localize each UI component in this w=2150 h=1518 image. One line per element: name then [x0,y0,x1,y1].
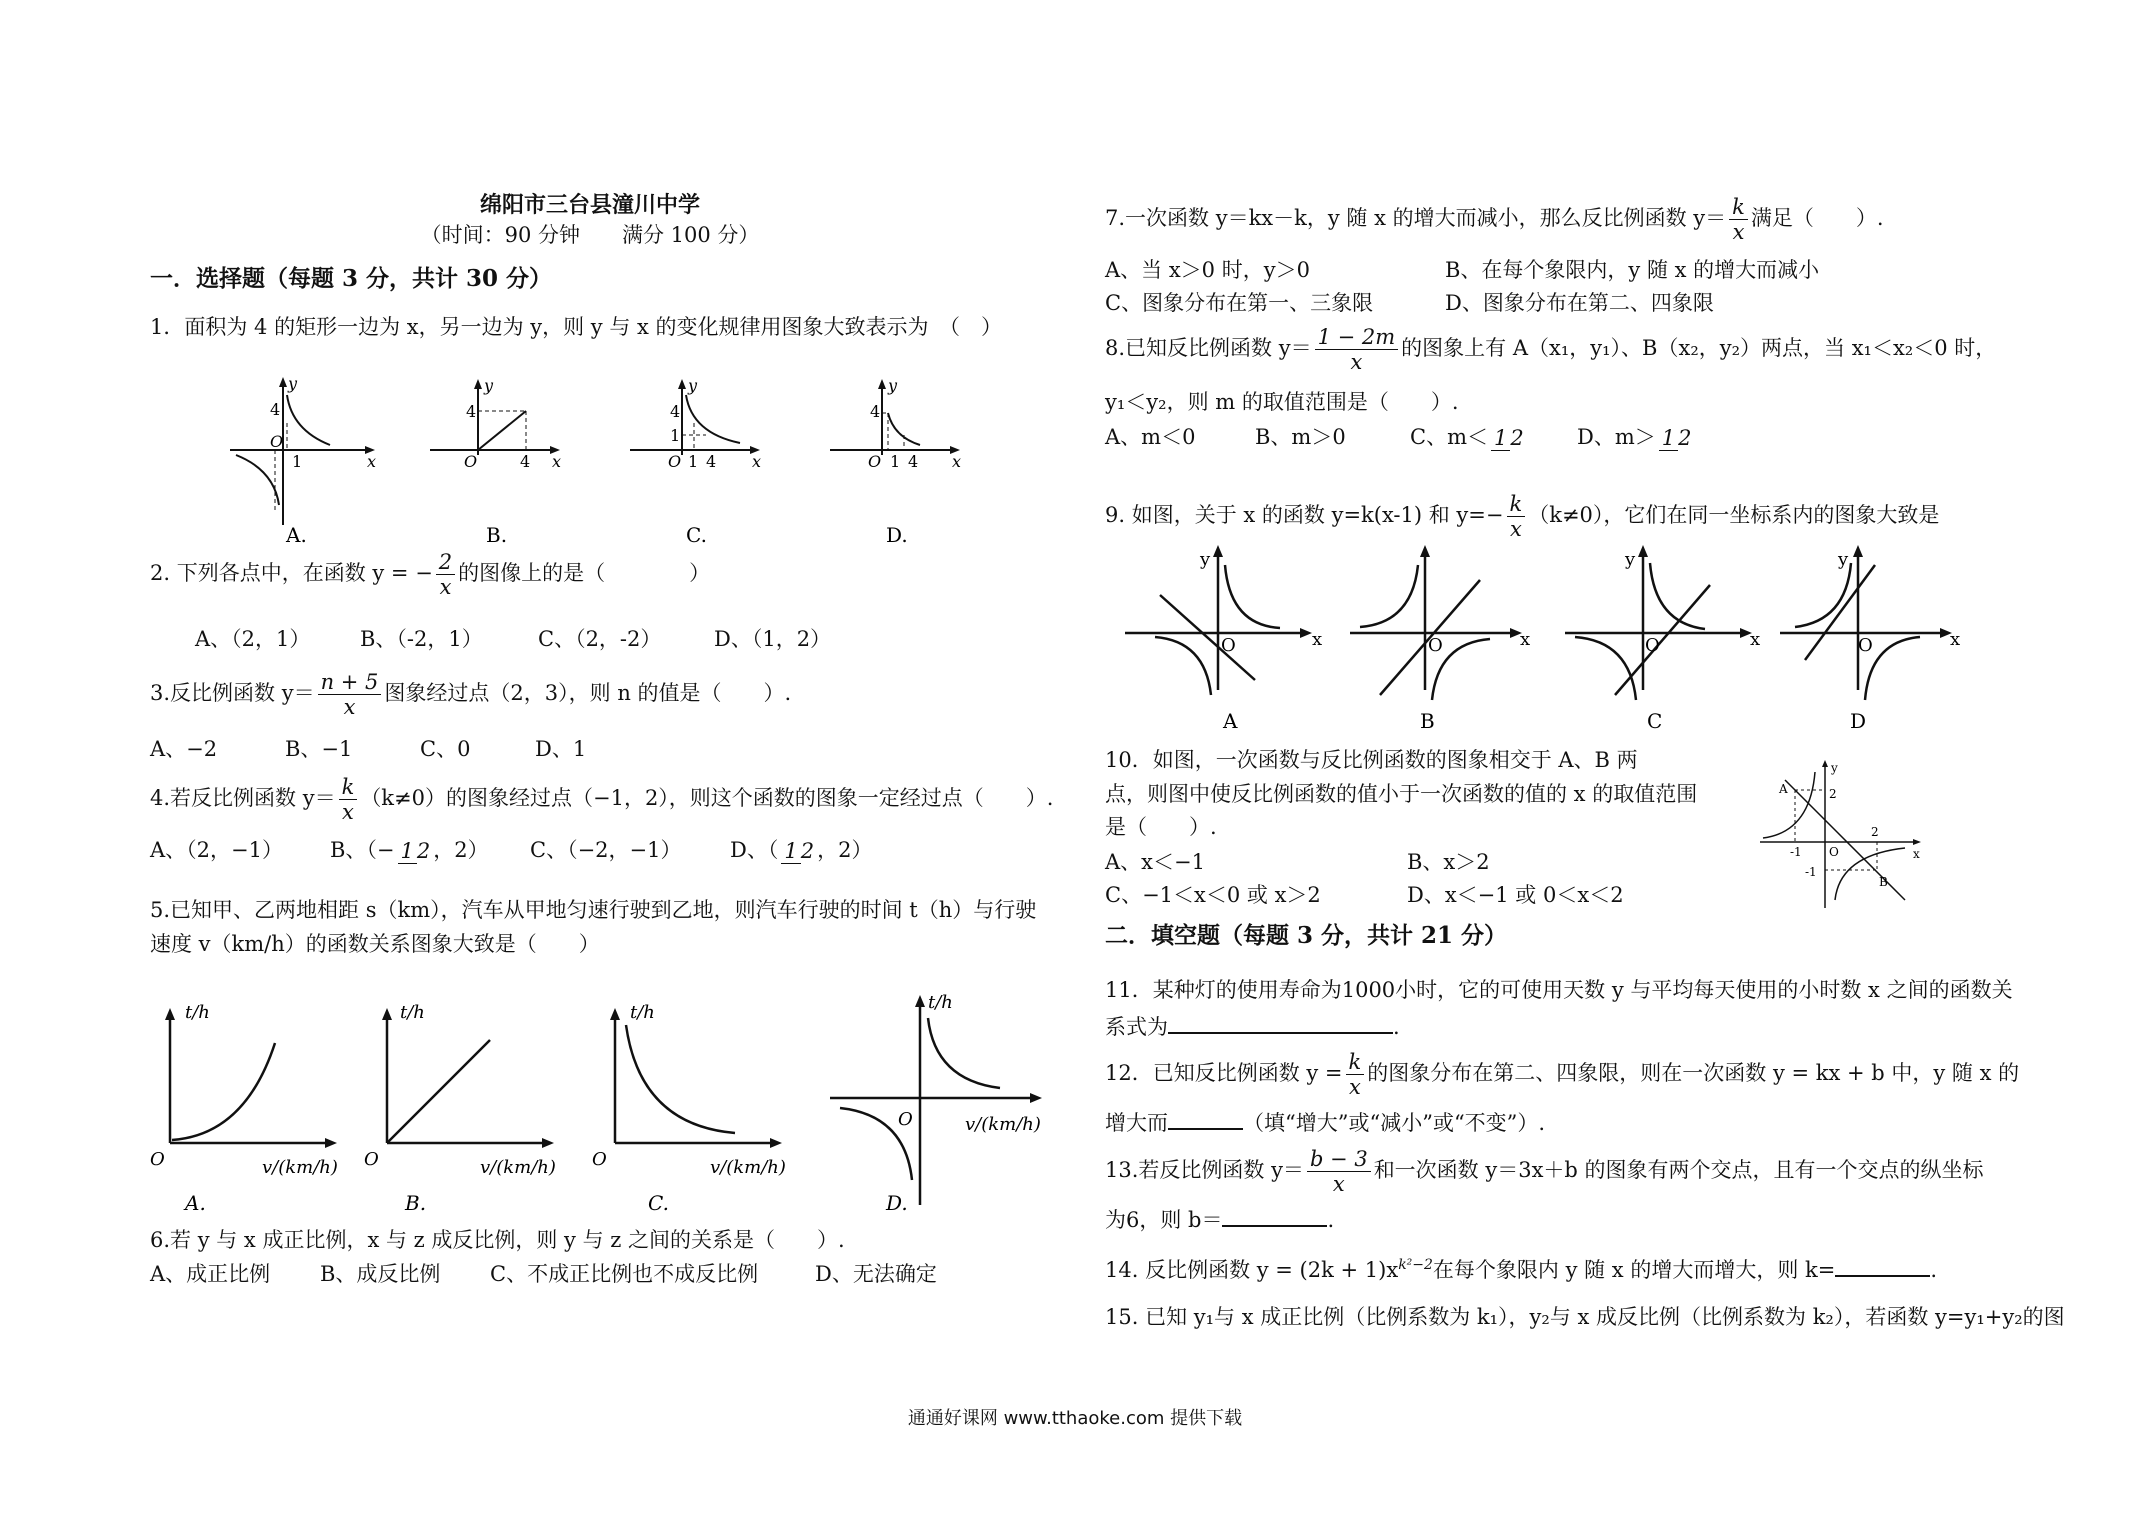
svg-text:C: C [1647,709,1663,733]
q8-option-b[interactable]: B、m＞0 [1255,425,1346,449]
q3-option-a[interactable]: A、−2 [150,737,218,761]
svg-text:O: O [668,452,682,471]
svg-text:4: 4 [270,400,281,419]
q14-answer-blank[interactable] [1835,1255,1930,1277]
q8-line2: y₁＜y₂，则 m 的取值范围是（ ）. [1105,390,1459,414]
school-title: 绵阳市三台县潼川中学 [479,192,700,218]
svg-text:x: x [1312,629,1323,650]
svg-text:O: O [464,452,478,471]
svg-text:v/(km/h): v/(km/h) [965,1114,1041,1135]
svg-text:O: O [1428,635,1443,656]
q4-option-c[interactable]: C、（−2，−1） [530,838,682,862]
q5-graph-a [150,1002,338,1215]
svg-text:x: x [1750,629,1761,650]
section2-title: 二．填空题（每题 3 分，共计 21 分） [1105,922,1508,949]
q7-text: 7.一次函数 y＝kx－k，y 随 x 的增大而减小，那么反比例函数 y＝ $\frac{k}{x}$ 满足（ ）. [1105,195,1884,245]
q8-text: 8.已知反比例函数 y＝ $\frac{1 - 2m}{x}$ 的图象上有 A（x₁，y₁）、B（x₂，y₂）两点，当 x₁＜x₂＜0 时， [1105,325,1997,375]
svg-text:4: 4 [520,452,531,471]
q13-fraction: $\frac{b - 3}{x}$ [1307,1147,1371,1196]
q9-graph-c [1565,545,1760,733]
svg-text:O: O [1829,845,1839,859]
svg-text:O: O [1858,635,1873,656]
q6-option-a[interactable]: A、成正比例 [150,1262,271,1286]
q10-option-d[interactable]: D、x＜−1 或 0＜x＜2 [1407,883,1624,907]
svg-text:x: x [1913,847,1920,861]
svg-text:4: 4 [870,402,881,421]
svg-text:D.: D. [886,1191,908,1215]
exam-info: （时间：90 分钟 满分 100 分） [420,223,760,247]
q9-fraction: $\frac{k}{x}$ [1507,492,1526,541]
svg-text:4: 4 [908,452,919,471]
svg-text:A.: A. [286,523,307,547]
q13-line2: 为6，则 b＝ . [1105,1205,1334,1233]
q6-text: 6.若 y 与 x 成正比例，x 与 z 成反比例，则 y 与 z 之间的关系是（ ）. [150,1228,845,1252]
q2-text: 2. 下列各点中，在函数 y = − $\frac{2}{x}$ 的图像上的是（ ） [150,550,711,600]
svg-text:2: 2 [1829,787,1837,801]
q7-option-b[interactable]: B、在每个象限内，y 随 x 的增大而减小 [1445,258,1820,282]
svg-text:D: D [1850,709,1867,733]
svg-text:A: A [1779,782,1788,796]
q3-text: 3.反比例函数 y＝ $\frac{n + 5}{x}$ 图象经过点（2，3），则 n 的值是（ ）. [150,670,792,720]
svg-text:y: y [288,374,298,393]
svg-text:1: 1 [670,426,681,445]
q8-option-c[interactable]: C、m＜ 1 2 [1410,425,1524,450]
svg-text:B.: B. [405,1191,427,1215]
q4-options [150,838,872,864]
q6-option-c[interactable]: C、不成正比例也不成反比例 [490,1262,759,1286]
svg-text:C.: C. [686,523,707,547]
q10-figure [1755,760,1925,910]
q3-fraction: $\frac{n + 5}{x}$ [318,670,382,719]
q1-text: 1．面积为 4 的矩形一边为 x，另一边为 y，则 y 与 x 的变化规律用图象大致表示为 （ ） [150,315,1003,339]
q2-option-c[interactable]: C、（2，-2） [538,627,662,651]
svg-text:x: x [752,452,762,471]
q10-option-a[interactable]: A、x＜−1 [1105,850,1205,874]
q4-option-a[interactable]: A、（2，−1） [150,838,283,862]
svg-text:O: O [898,1109,913,1130]
svg-text:v/(km/h): v/(km/h) [710,1157,786,1178]
q3-option-d[interactable]: D、1 [535,737,587,761]
q4-option-d[interactable]: D、（ 1 2 ，2） [730,838,873,863]
svg-text:x: x [952,452,962,471]
svg-text:C.: C. [648,1191,669,1215]
q6-option-d[interactable]: D、无法确定 [815,1262,937,1286]
q6-options [150,1262,937,1287]
section1-title: 一．选择题（每题 3 分，共计 30 分） [150,265,553,292]
q1-graph-b [430,376,561,547]
q9-graphs [1125,545,2025,735]
q12-line2: 增大而 （填“增大”或“减小”或“不变”）. [1105,1108,1545,1136]
q9-graph-d [1780,545,1960,733]
q8-option-d[interactable]: D、m＞ 1 2 [1577,425,1692,450]
svg-text:t/h: t/h [185,1002,210,1023]
svg-text:B: B [1879,875,1888,889]
svg-text:2: 2 [1871,825,1879,839]
svg-text:D.: D. [886,523,908,547]
q5-graph-c [592,1002,786,1215]
svg-text:x: x [552,452,562,471]
q10-line3: 是（ ）. [1105,815,1217,839]
q7-option-d[interactable]: D、图象分布在第二、四象限 [1445,291,1714,315]
svg-text:y: y [1625,549,1636,570]
svg-text:v/(km/h): v/(km/h) [262,1157,338,1178]
svg-text:y: y [888,376,898,395]
q3-option-c[interactable]: C、0 [420,737,471,761]
svg-text:-1: -1 [1790,845,1802,859]
q2-options [195,627,831,652]
svg-text:v/(km/h): v/(km/h) [480,1157,556,1178]
q11-line1: 11．某种灯的使用寿命为1000小时，它的可使用天数 y 与平均每天使用的小时数 x 之间的函数关 [1105,978,2013,1002]
q12-answer-blank[interactable] [1168,1108,1243,1130]
svg-text:O: O [364,1149,379,1170]
q14-text: 14. 反比例函数 $y = (2k + 1)x^{k^2-2}$在每个象限内 y 随 x 的增大而增大，则 k= . [1105,1257,1938,1282]
svg-text:A.: A. [185,1191,206,1215]
q7-option-c[interactable]: C、图象分布在第一、三象限 [1105,291,1374,315]
svg-text:y: y [484,376,494,395]
q4-text: 4.若反比例函数 y＝ $\frac{k}{x}$ （k≠0）的图象经过点（−1，2），则这个函数的图象一定经过点（ ）. [150,775,1054,825]
svg-text:O: O [1645,635,1660,656]
svg-text:4: 4 [670,402,681,421]
q15-text: 15. 已知 y₁与 x 成正比例（比例系数为 k₁），y₂与 x 成反比例（比例系数为 k₂），若函数 y=y₁+y₂的图 [1105,1305,2065,1329]
q4-fraction: $\frac{k}{x}$ [339,775,358,824]
q1-graph-c [630,376,761,547]
q5-graph-b [364,1002,556,1215]
svg-text:A: A [1223,709,1238,733]
q13-answer-blank[interactable] [1222,1205,1327,1227]
q11-line2: 系式为 . [1105,1012,1400,1040]
svg-text:O: O [592,1149,607,1170]
svg-text:O: O [868,452,882,471]
q5-graphs [150,990,1050,1220]
svg-text:O: O [150,1149,165,1170]
svg-text:B: B [1420,709,1435,733]
svg-text:1: 1 [292,452,303,471]
svg-text:y: y [1831,761,1838,775]
svg-text:1: 1 [890,452,901,471]
q8-fraction: $\frac{1 - 2m}{x}$ [1315,325,1399,374]
q9-text: 9. 如图，关于 x 的函数 y=k(x-1) 和 y=− $\frac{k}{x}$ （k≠0），它们在同一坐标系内的图象大致是 [1105,492,1940,542]
q6-option-b[interactable]: B、成反比例 [320,1262,441,1286]
svg-text:x: x [367,452,377,471]
q7-option-a[interactable]: A、当 x＞0 时，y＞0 [1105,258,1310,282]
svg-text:4: 4 [706,452,717,471]
footer: 通通好课网 www.tthaoke.com 提供下载 [907,1408,1243,1429]
q13-text: 13.若反比例函数 y＝ $\frac{b - 3}{x}$ 和一次函数 y＝3x＋b 的图象有两个交点，且有一个交点的纵坐标 [1105,1147,1984,1197]
svg-text:x: x [1950,629,1961,650]
q8-option-a[interactable]: A、m＜0 [1105,425,1196,449]
svg-text:O: O [270,432,284,451]
q9-graph-b [1350,545,1530,733]
svg-text:t/h: t/h [630,1002,655,1023]
svg-text:y: y [688,376,698,395]
q10-option-b[interactable]: B、x＞2 [1407,850,1490,874]
svg-text:-1: -1 [1805,865,1817,879]
svg-text:y: y [1200,549,1211,570]
svg-text:y: y [1838,549,1849,570]
q2-fraction: $\frac{2}{x}$ [436,550,455,599]
q9-graph-a [1125,545,1322,733]
q10-option-c[interactable]: C、−1＜x＜0 或 x＞2 [1105,883,1321,907]
q4-option-b[interactable]: B、（− 1 2 ，2） [330,838,489,863]
svg-text:t/h: t/h [400,1002,425,1023]
q12-fraction: $\frac{k}{x}$ [1346,1050,1365,1099]
q1-graphs [230,375,1050,545]
svg-text:4: 4 [466,402,477,421]
q10-line1: 10．如图，一次函数与反比例函数的图象相交于 A、B 两 [1105,748,1638,772]
q5-graph-d [830,992,1042,1215]
svg-text:t/h: t/h [928,992,953,1013]
svg-text:B.: B. [486,523,508,547]
q2-option-b[interactable]: B、（-2，1） [360,627,483,651]
q12-text: 12．已知反比例函数 y = $\frac{k}{x}$ 的图象分布在第二、四象限，则在一次函数 y = kx + b 中，y 随 x 的 [1105,1050,2020,1100]
q10-line2: 点，则图中使反比例函数的值小于一次函数的值的 x 的取值范围 [1105,782,1698,806]
q2-option-d[interactable]: D、（1，2） [714,627,832,651]
q8-options [1105,425,1695,451]
q5-line1: 5.已知甲、乙两地相距 s（km），汽车从甲地匀速行驶到乙地，则汽车行驶的时间 t（h）与行驶 [150,898,1037,922]
q11-answer-blank[interactable] [1168,1012,1393,1034]
q3-option-b[interactable]: B、−1 [285,737,353,761]
svg-text:O: O [1221,635,1236,656]
q1-graph-a [230,374,376,547]
q7-fraction: $\frac{k}{x}$ [1729,195,1748,244]
q3-options [150,737,586,762]
q1-graph-d [830,376,961,547]
q5-line2: 速度 v（km/h）的函数关系图象大致是（ ） [150,932,600,956]
svg-text:x: x [1520,629,1531,650]
q2-option-a[interactable]: A、（2，1） [195,627,311,651]
svg-text:1: 1 [688,452,699,471]
